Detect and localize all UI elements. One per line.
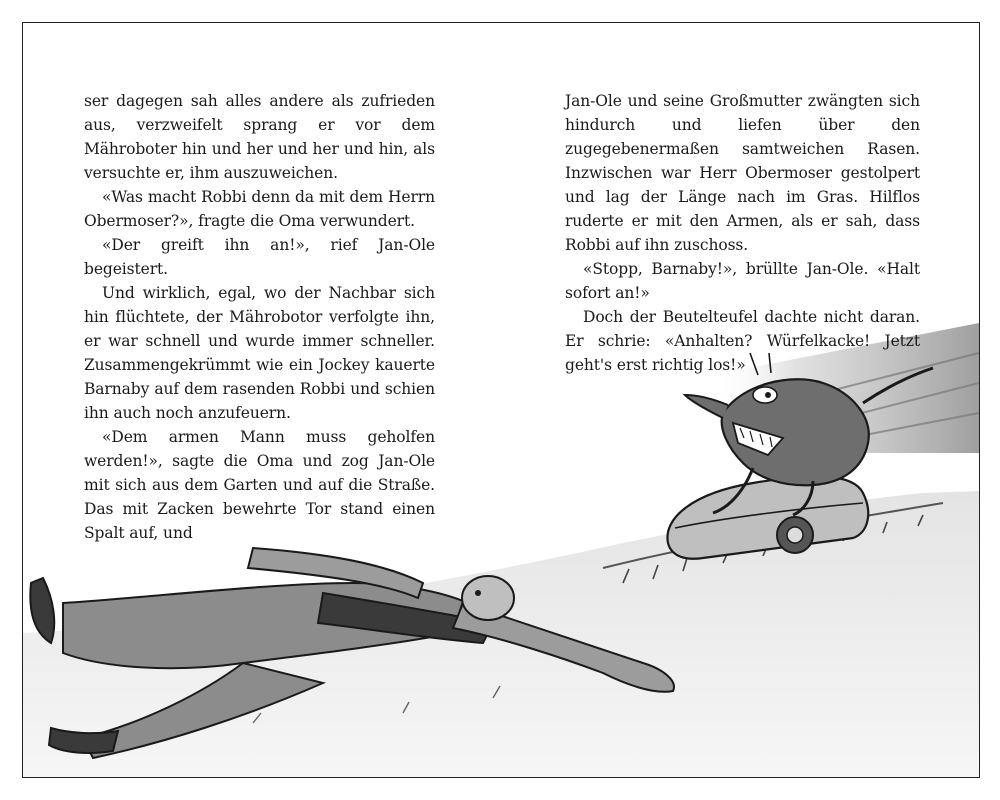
paragraph: Doch der Beutelteufel dachte nicht daran. Er schrie: «Anhalten? Würfelkacke! Jetzt geht's erst richtig los!» [565,308,920,374]
paragraph: Und wirklich, egal, wo der Nachbar sich hin flüchtete, der Mährobotor verfolgte ihn, er war schnell und wurde immer schneller. Zusammengekrümmt wie ein Jockey kauerte Barnaby auf dem rasenden Robbi und schien ihn auch noch anzufeuern. [84,284,435,422]
right-page-text [565,89,920,377]
paragraph: «Dem armen Mann muss geholfen werden!», sagte die Oma und zog Jan-Ole mit sich aus dem Garten und auf die Straße. Das mit Zacken bewehrte Tor stand einen Spalt auf, und [84,428,435,542]
paragraph: «Stopp, Barnaby!», brüllte Jan-Ole. «Halt sofort an!» [565,260,920,302]
book-spread [22,22,980,778]
paragraph: «Was macht Robbi denn da mit dem Herrn Obermoser?», fragte die Oma verwundert. [84,188,435,230]
paragraph: «Der greift ihn an!», rief Jan-Ole begeistert. [84,236,435,278]
paragraph: ser dagegen sah alles andere als zufrieden aus, verzweifelt sprang er vor dem Mähroboter hin und her und her und hin, als versuchte er, ihm auszuweichen. [84,92,435,182]
paragraph: Jan-Ole und seine Großmutter zwängten sich hindurch und liefen über den zugegebenermaßen samtweichen Rasen. Inzwischen war Herr Obermoser gestolpert und lag der Länge nach im Gras. Hilflos ruderte er mit den Armen, als er sah, dass Robbi auf ihn zuschoss. [565,92,920,254]
left-page-text [84,89,435,545]
